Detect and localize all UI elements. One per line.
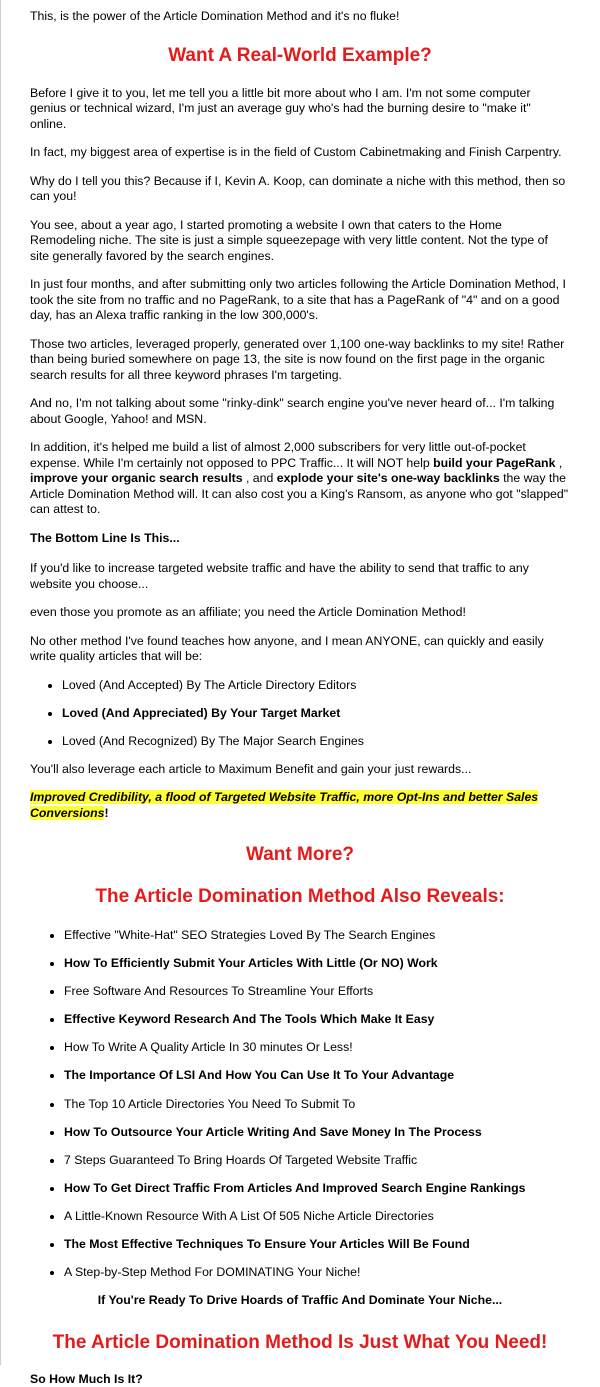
paragraph-website: You see, about a year ago, I started promoting a website I own that caters to the Home Remodeling niche. The site is just a simple squeezepage with very little content. Not the type of site generally favored by the search engines.	[30, 217, 548, 263]
list-item: How To Get Direct Traffic From Articles And Improved Search Engine Rankings	[64, 1181, 570, 1197]
list-item: Loved (And Accepted) By The Article Directory Editors	[62, 678, 570, 694]
list-item: Effective "White-Hat" SEO Strategies Loved By The Search Engines	[64, 928, 570, 944]
list-item: A Step-by-Step Method For DOMINATING Your Niche!	[64, 1265, 570, 1281]
list-item: A Little-Known Resource With A List Of 505 Niche Article Directories	[64, 1209, 570, 1225]
highlight-text: Improved Credibility, a flood of Targeted Website Traffic, more Opt-Ins and better Sales Conversions	[30, 790, 539, 820]
bottom-line-heading: The Bottom Line Is This...	[30, 530, 180, 545]
bold-improve-organic: improve your organic search results	[30, 471, 243, 485]
ready-text: If You're Ready To Drive Hoards of Traffic And Dominate Your Niche...	[97, 1293, 503, 1308]
list-item: Loved (And Appreciated) By Your Target Market	[62, 706, 570, 722]
list-item: The Top 10 Article Directories You Need To Submit To	[64, 1097, 570, 1113]
paragraph-subscribers: In addition, it's helped me build a list of almost 2,000 subscribers for very little out-of-pocket expense. While I'm certainly not opposed to PPC Traffic... It will NOT help build your PageRank , improve your organic search results , and explode your site's one-way backlinks the way the Article Domination Method will. It can also cost you a King's Ransom, as anyone who got "slapped" can attest to.	[30, 440, 569, 516]
paragraph-increase-traffic: If you'd like to increase targeted website traffic and have the ability to send that traffic to any website you choose...	[30, 561, 529, 591]
heading-also-reveals: The Article Domination Method Also Reveals:	[95, 886, 505, 907]
list-item: Free Software And Resources To Streamline Your Efforts	[64, 984, 570, 1000]
left-border	[0, 0, 1, 1365]
intro-text: This, is the power of the Article Domination Method and it's no fluke!	[30, 9, 400, 23]
list-item: The Importance Of LSI And How You Can Use It To Your Advantage	[64, 1068, 570, 1084]
paragraph-results: In just four months, and after submitting only two articles following the Article Domination Method, I took the site from no traffic and no PageRank, to a site that has a PageRank of "4" and on a good day, has an Alexa traffic ranking in the low 300,000's.	[30, 277, 566, 322]
reveals-list	[30, 928, 570, 1281]
so-how-much-heading: So How Much Is It?	[30, 1371, 143, 1386]
heading-want-more: Want More?	[245, 844, 354, 865]
bold-build-pagerank: build your PageRank	[433, 455, 556, 470]
bold-explode-backlinks: explode your site's one-way backlinks	[276, 471, 500, 485]
list-item: How To Efficiently Submit Your Articles With Little (Or NO) Work	[64, 956, 570, 972]
paragraph-expertise: In fact, my biggest area of expertise is in the field of Custom Cabinetmaking and Finish Carpentry.	[30, 145, 562, 159]
paragraph-why: Why do I tell you this? Because if I, Kevin A. Koop, can dominate a niche with this method, then so can you!	[30, 173, 566, 203]
list-item: 7 Steps Guaranteed To Bring Hoards Of Targeted Website Traffic	[64, 1153, 570, 1169]
heading-real-world-example: Want A Real-World Example?	[168, 44, 432, 66]
list-item: Loved (And Recognized) By The Major Search Engines	[62, 734, 570, 750]
paragraph-leverage: You'll also leverage each article to Maximum Benefit and gain your just rewards...	[30, 761, 472, 776]
paragraph-affiliate: even those you promote as an affiliate; you need the Article Domination Method!	[30, 605, 466, 619]
paragraph-search-engines: And no, I'm not talking about some "rinky-dink" search engine you've never heard of... I'm talking about Google, Yahoo! and MSN.	[30, 396, 555, 426]
loved-list	[30, 678, 570, 750]
list-item: The Most Effective Techniques To Ensure Your Articles Will Be Found	[64, 1237, 570, 1253]
list-item: How To Outsource Your Article Writing And Save Money In The Process	[64, 1125, 570, 1141]
paragraph-backlinks: Those two articles, leveraged properly, generated over 1,100 one-way backlinks to my site! Rather than being buried somewhere on page 13, the site is now found on the first page in the organic search results for all three keyword phrases I'm targeting.	[30, 336, 565, 382]
paragraph-no-other-method: No other method I've found teaches how anyone, and I mean ANYONE, can quickly and easily write quality articles that will be:	[30, 633, 544, 663]
list-item: Effective Keyword Research And The Tools Which Make It Easy	[64, 1012, 570, 1028]
heading-just-what-you-need: The Article Domination Method Is Just What You Need!	[52, 1331, 548, 1353]
highlighted-benefits: Improved Credibility, a flood of Targeted Website Traffic, more Opt-Ins and better Sales Conversions!	[30, 790, 539, 820]
paragraph-about-me: Before I give it to you, let me tell you a little bit more about who I am. I'm not some computer genius or technical wizard, I'm just an average guy who's had the burning desire to "make it" online.	[30, 85, 531, 131]
list-item: How To Write A Quality Article In 30 minutes Or Less!	[64, 1040, 570, 1056]
